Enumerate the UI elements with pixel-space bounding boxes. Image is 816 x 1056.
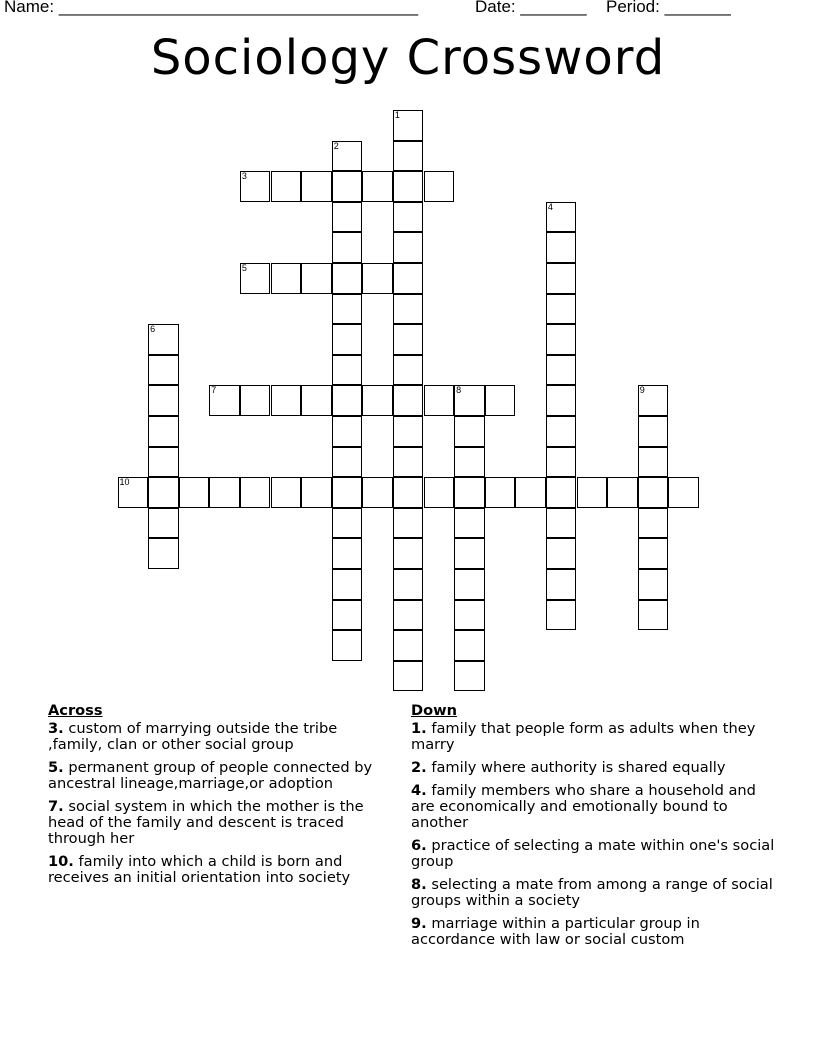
grid-cell[interactable]	[332, 202, 363, 233]
grid-cell[interactable]	[148, 538, 179, 569]
across-clue	[48, 854, 393, 886]
clue-number: 1	[394, 110, 400, 120]
across-clues	[48, 702, 393, 893]
period-label: Period:	[606, 0, 660, 16]
date-label: Date:	[475, 0, 516, 16]
grid-cell[interactable]	[148, 355, 179, 386]
grid-cell[interactable]	[209, 385, 240, 416]
grid-cell[interactable]	[362, 263, 393, 294]
down-clue	[411, 877, 781, 909]
grid-cell[interactable]	[454, 416, 485, 447]
grid-cell[interactable]	[454, 538, 485, 569]
clue-number: 6	[150, 324, 156, 335]
grid-cell[interactable]	[546, 294, 577, 325]
grid-cell[interactable]	[638, 416, 669, 447]
grid-cell[interactable]	[301, 385, 332, 416]
grid-cell[interactable]	[332, 508, 363, 539]
across-clue	[48, 721, 393, 753]
clue-number: 4	[547, 201, 553, 212]
grid-cell[interactable]	[393, 569, 424, 600]
grid-cell[interactable]	[148, 508, 179, 539]
grid-cell[interactable]	[332, 232, 363, 263]
grid-cell[interactable]	[240, 263, 271, 294]
name-blank[interactable]: ______________________________________	[58, 0, 419, 16]
grid-cell[interactable]	[148, 447, 179, 478]
clue-number: 7	[211, 385, 217, 396]
grid-cell[interactable]	[393, 294, 424, 325]
period-blank[interactable]: _______	[664, 0, 731, 16]
grid-cell[interactable]	[424, 385, 455, 416]
grid-cell[interactable]	[454, 661, 485, 692]
grid-cell[interactable]	[332, 385, 363, 416]
grid-cell[interactable]	[393, 508, 424, 539]
across-clue	[48, 760, 393, 792]
down-clue	[411, 721, 781, 753]
grid-cell[interactable]	[393, 141, 424, 172]
grid-cell[interactable]	[546, 538, 577, 569]
across-clue	[48, 799, 393, 847]
grid-cell[interactable]	[393, 630, 424, 661]
grid-cell[interactable]	[454, 630, 485, 661]
grid-cell[interactable]	[148, 416, 179, 447]
grid-cell[interactable]	[332, 630, 363, 661]
grid-cell[interactable]	[332, 294, 363, 325]
down-clue	[411, 916, 781, 948]
grid-cell[interactable]	[301, 263, 332, 294]
grid-cell[interactable]	[148, 477, 179, 508]
clue-number: 8	[456, 385, 462, 396]
grid-cell[interactable]	[118, 477, 149, 508]
clue-text: social system in which the mother is the head of the family and descent is traced through her	[48, 798, 364, 847]
grid-cell[interactable]	[179, 477, 210, 508]
grid-cell[interactable]	[424, 171, 455, 202]
grid-cell[interactable]	[546, 447, 577, 478]
grid-cell[interactable]	[638, 600, 669, 631]
grid-cell[interactable]	[393, 600, 424, 631]
grid-cell[interactable]	[393, 416, 424, 447]
grid-cell[interactable]	[393, 661, 424, 692]
clue-number: 10	[119, 477, 130, 488]
grid-cell[interactable]	[393, 110, 424, 141]
across-heading: Across	[48, 702, 103, 719]
down-clue	[411, 838, 781, 870]
grid-cell[interactable]	[332, 477, 363, 508]
grid-cell[interactable]	[240, 385, 271, 416]
across-clue-list	[48, 721, 393, 886]
grid-cell[interactable]	[515, 477, 546, 508]
grid-cell[interactable]	[271, 171, 302, 202]
grid-cell[interactable]	[332, 171, 363, 202]
down-clues	[411, 702, 781, 955]
down-clue	[411, 783, 781, 831]
grid-cell[interactable]	[332, 141, 363, 172]
clue-number: 2	[333, 140, 339, 151]
down-clue	[411, 760, 781, 776]
clue-number: 5.	[48, 759, 64, 776]
grid-cell[interactable]	[546, 600, 577, 631]
clue-text: permanent group of people connected by ancestral lineage,marriage,or adoption	[48, 759, 373, 792]
clue-number: 1.	[411, 720, 427, 737]
grid-cell[interactable]	[454, 477, 485, 508]
grid-cell[interactable]	[332, 538, 363, 569]
grid-cell[interactable]	[638, 508, 669, 539]
clue-number: 4.	[411, 782, 427, 799]
grid-cell[interactable]	[638, 569, 669, 600]
clue-text: family where authority is shared equally	[431, 759, 726, 776]
grid-cell[interactable]	[546, 263, 577, 294]
grid-cell[interactable]	[393, 232, 424, 263]
clue-text: family members who share a household and are economically and emotionally bound to another	[411, 782, 756, 831]
grid-cell[interactable]	[271, 263, 302, 294]
grid-cell[interactable]	[454, 569, 485, 600]
clue-text: family that people form as adults when they marry	[411, 720, 756, 753]
grid-cell[interactable]	[454, 447, 485, 478]
grid-cell[interactable]	[362, 385, 393, 416]
grid-cell[interactable]	[148, 385, 179, 416]
clue-number: 10.	[48, 853, 74, 870]
grid-cell[interactable]	[332, 355, 363, 386]
grid-cell[interactable]	[546, 355, 577, 386]
clue-number: 8.	[411, 876, 427, 893]
grid-cell[interactable]	[301, 171, 332, 202]
grid-cell[interactable]	[393, 538, 424, 569]
grid-cell[interactable]	[393, 385, 424, 416]
down-clue-list	[411, 721, 781, 948]
grid-cell[interactable]	[332, 600, 363, 631]
grid-cell[interactable]	[240, 171, 271, 202]
grid-cell[interactable]	[332, 416, 363, 447]
clue-number: 6.	[411, 837, 427, 854]
grid-cell[interactable]	[393, 324, 424, 355]
grid-cell[interactable]	[393, 263, 424, 294]
grid-cell[interactable]	[332, 324, 363, 355]
grid-cell[interactable]	[424, 477, 455, 508]
grid-cell[interactable]	[332, 447, 363, 478]
grid-cell[interactable]	[577, 477, 608, 508]
clue-text: marriage within a particular group in accordance with law or social custom	[411, 915, 700, 948]
grid-cell[interactable]	[638, 538, 669, 569]
grid-cell[interactable]	[485, 385, 516, 416]
clue-text: selecting a mate from among a range of social groups within a society	[411, 876, 773, 909]
date-blank[interactable]: _______	[520, 0, 587, 16]
clue-number: 5	[241, 263, 247, 273]
grid-cell[interactable]	[546, 508, 577, 539]
grid-cell[interactable]	[485, 477, 516, 508]
grid-cell[interactable]	[454, 508, 485, 539]
grid-cell[interactable]	[393, 447, 424, 478]
clue-text: family into which a child is born and receives an initial orientation into society	[48, 853, 351, 886]
grid-cell[interactable]	[301, 477, 332, 508]
clue-number: 3.	[48, 720, 64, 737]
clue-number: 3	[241, 171, 247, 182]
grid-cell[interactable]	[638, 385, 669, 416]
grid-cell[interactable]	[546, 385, 577, 416]
grid-cell[interactable]	[638, 447, 669, 478]
grid-cell[interactable]	[393, 477, 424, 508]
grid-cell[interactable]	[271, 385, 302, 416]
clue-number: 2.	[411, 759, 427, 776]
grid-cell[interactable]	[271, 477, 302, 508]
name-label: Name:	[4, 0, 55, 16]
grid-cell[interactable]	[546, 477, 577, 508]
grid-cell[interactable]	[638, 477, 669, 508]
grid-cell[interactable]	[668, 477, 699, 508]
grid-cell[interactable]	[332, 263, 363, 294]
grid-cell[interactable]	[454, 385, 485, 416]
clue-number: 9	[639, 385, 645, 396]
grid-cell[interactable]	[362, 171, 393, 202]
grid-cell[interactable]	[546, 324, 577, 355]
grid-cell[interactable]	[240, 477, 271, 508]
clue-number: 9.	[411, 915, 427, 932]
clue-text: practice of selecting a mate within one's social group	[411, 837, 775, 870]
clue-number: 7.	[48, 798, 64, 815]
grid-cell[interactable]	[454, 600, 485, 631]
grid-cell[interactable]	[362, 477, 393, 508]
clue-text: custom of marrying outside the tribe ,family, clan or other social group	[48, 720, 338, 753]
grid-cell[interactable]	[209, 477, 240, 508]
grid-cell[interactable]	[393, 355, 424, 386]
grid-cell[interactable]	[546, 569, 577, 600]
down-heading: Down	[411, 702, 458, 719]
grid-cell[interactable]	[332, 569, 363, 600]
grid-cell[interactable]	[148, 324, 179, 355]
grid-cell[interactable]	[393, 171, 424, 202]
grid-cell[interactable]	[393, 202, 424, 233]
grid-cell[interactable]	[546, 202, 577, 233]
grid-cell[interactable]	[546, 416, 577, 447]
grid-cell[interactable]	[546, 232, 577, 263]
grid-cell[interactable]	[607, 477, 638, 508]
page-title: Sociology Crossword	[150, 30, 666, 86]
